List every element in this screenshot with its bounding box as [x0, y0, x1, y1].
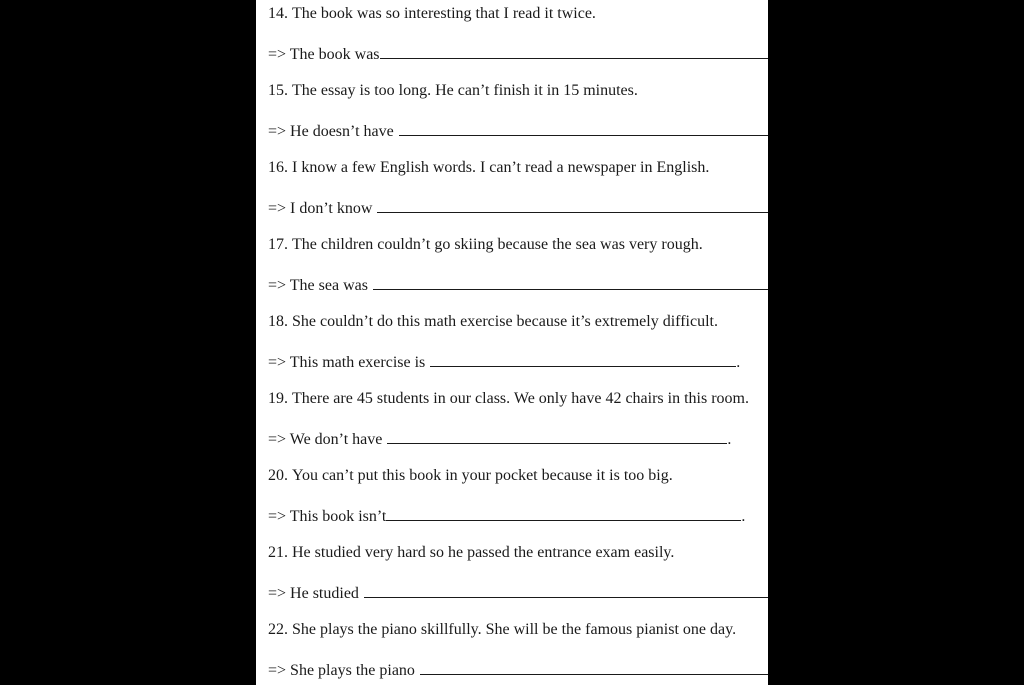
answer-blank[interactable]	[430, 351, 736, 367]
answer-prompt: => He studied	[268, 585, 359, 602]
question-text: There are 45 students in our class. We only have 42 chairs in this room.	[292, 390, 749, 407]
question-text: The children couldn’t go skiing because the sea was very rough.	[292, 236, 703, 253]
question-15	[268, 81, 638, 101]
question-text: I know a few English words. I can’t read a newspaper in English.	[292, 159, 710, 176]
question-text: The book was so interesting that I read it twice.	[292, 5, 596, 22]
answer-blank[interactable]	[377, 197, 768, 213]
answer-20	[268, 505, 745, 527]
question-16	[268, 158, 709, 178]
answer-blank[interactable]	[380, 43, 768, 59]
answer-blank[interactable]	[399, 120, 768, 136]
question-number: 16.	[268, 159, 288, 176]
answer-blank[interactable]	[364, 582, 768, 598]
question-number: 15.	[268, 82, 288, 99]
answer-prompt: => The book was	[268, 46, 380, 63]
answer-15	[268, 120, 768, 142]
answer-21	[268, 582, 768, 604]
question-text: She plays the piano skillfully. She will be the famous pianist one day.	[292, 621, 737, 638]
answer-prompt: => I don’t know	[268, 200, 373, 217]
answer-17	[268, 274, 768, 296]
answer-prompt: => She plays the piano	[268, 662, 415, 679]
answer-blank[interactable]	[387, 428, 727, 444]
question-number: 20.	[268, 467, 288, 484]
question-number: 18.	[268, 313, 288, 330]
answer-18	[268, 351, 740, 373]
worksheet-page	[256, 0, 768, 685]
answer-22	[268, 659, 768, 681]
question-text: You can’t put this book in your pocket because it is too big.	[292, 467, 673, 484]
question-number: 21.	[268, 544, 288, 561]
question-14	[268, 4, 596, 24]
answer-prompt: => This book isn’t	[268, 508, 387, 525]
answer-end: .	[736, 354, 741, 371]
answer-prompt: => He doesn’t have	[268, 123, 394, 140]
answer-prompt: => We don’t have	[268, 431, 383, 448]
question-number: 17.	[268, 236, 288, 253]
question-text: The essay is too long. He can’t finish it in 15 minutes.	[292, 82, 638, 99]
question-19	[268, 389, 749, 409]
question-22	[268, 620, 736, 640]
answer-16	[268, 197, 768, 219]
question-number: 22.	[268, 621, 288, 638]
question-17	[268, 235, 703, 255]
question-number: 19.	[268, 390, 288, 407]
answer-19	[268, 428, 731, 450]
answer-end: .	[741, 508, 746, 525]
question-text: She couldn’t do this math exercise because it’s extremely difficult.	[292, 313, 718, 330]
answer-blank[interactable]	[420, 659, 768, 675]
question-text: He studied very hard so he passed the entrance exam easily.	[292, 544, 675, 561]
answer-blank[interactable]	[386, 505, 741, 521]
question-21	[268, 543, 674, 563]
question-number: 14.	[268, 5, 288, 22]
answer-14	[268, 43, 768, 65]
question-18	[268, 312, 718, 332]
answer-blank[interactable]	[373, 274, 768, 290]
answer-end: .	[727, 431, 732, 448]
answer-prompt: => The sea was	[268, 277, 368, 294]
question-20	[268, 466, 673, 486]
answer-prompt: => This math exercise is	[268, 354, 426, 371]
